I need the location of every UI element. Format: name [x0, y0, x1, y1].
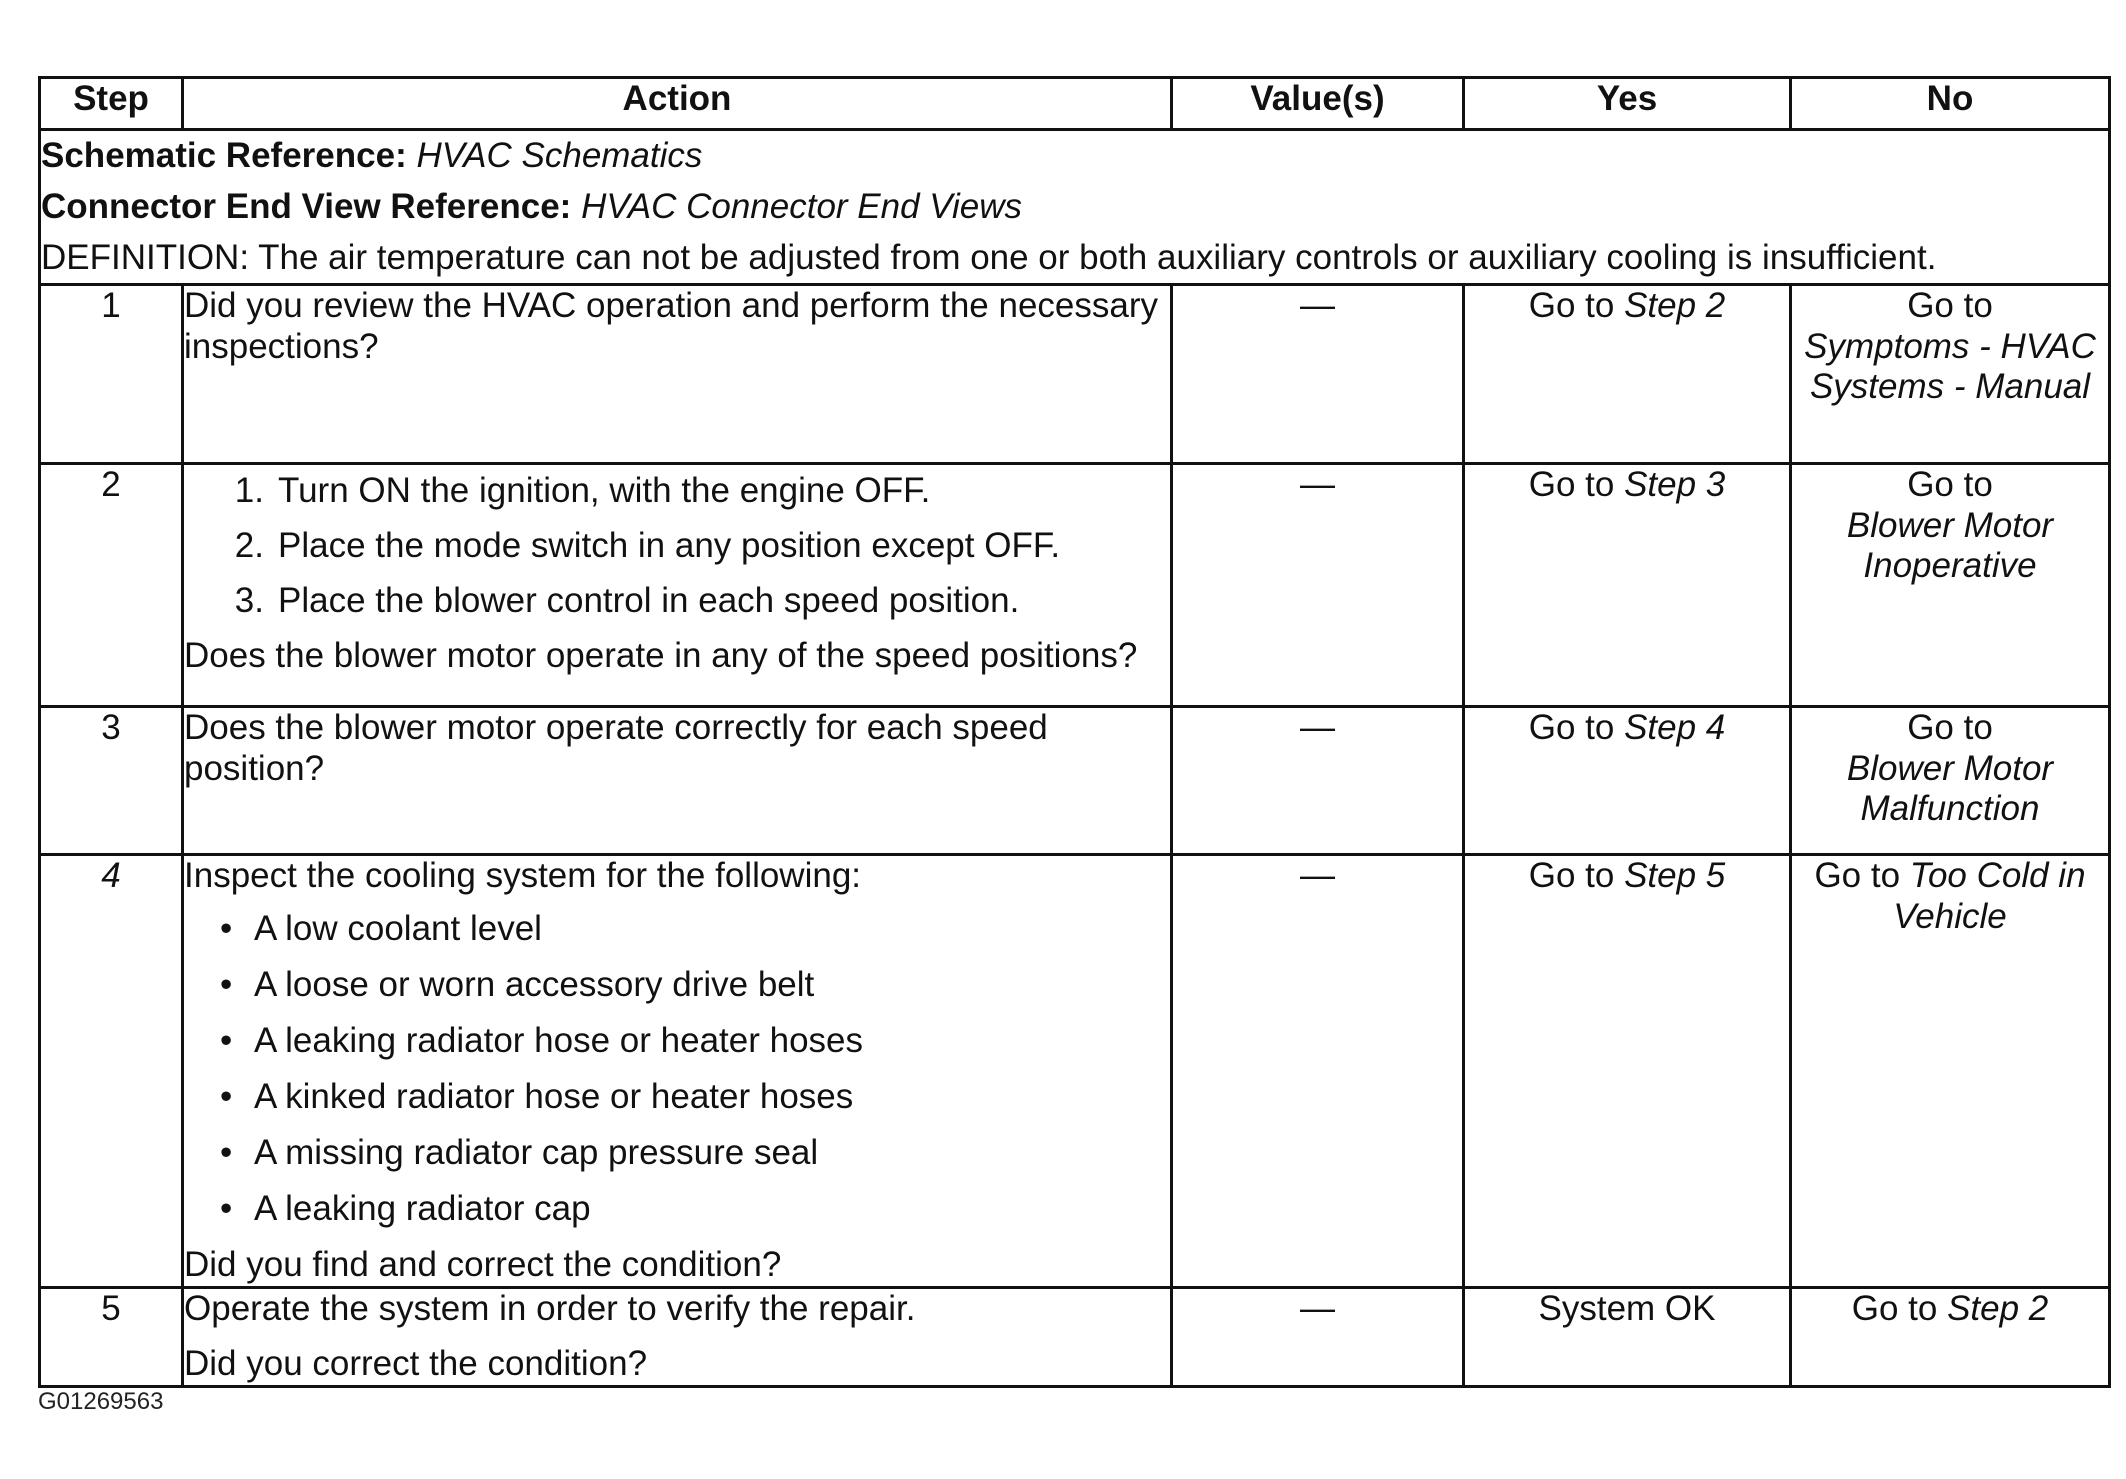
list-item: • A low coolant level	[220, 909, 542, 949]
bullet-icon: •	[220, 1132, 233, 1172]
action-cell	[183, 464, 1172, 707]
list-item: • A leaking radiator hose or heater hoses	[220, 1021, 863, 1061]
definition-text: DEFINITION: The air temperature can not be adjusted from one or both auxiliary controls or auxiliary cooling is insufficient.	[41, 237, 1937, 277]
action-cell	[183, 1287, 1172, 1386]
value-cell: —	[1172, 707, 1464, 855]
no-cell	[1791, 1287, 2110, 1386]
figure-id: G01269563	[38, 1388, 164, 1415]
bullet-icon: •	[220, 909, 233, 949]
list-item: • A leaking radiator cap	[220, 1188, 591, 1228]
yes-cell	[1464, 1287, 1791, 1386]
yes-prefix: Go to	[1528, 465, 1615, 505]
action-question: Did you correct the condition?	[184, 1343, 648, 1383]
yes-link[interactable]: Step 4	[1624, 708, 1726, 748]
bullet-icon: •	[220, 1077, 233, 1116]
header-row	[40, 78, 2110, 130]
no-link[interactable]: Step 2	[1947, 1288, 2049, 1328]
yes-link[interactable]: Step 5	[1624, 856, 1726, 896]
action-intro: Operate the system in order to verify the repair.	[184, 1288, 916, 1328]
no-link[interactable]: Blower Motor Inoperative	[1846, 505, 2054, 585]
no-prefix: Go to	[1907, 708, 1993, 748]
substep-list	[184, 471, 1170, 622]
header-step: Step	[40, 78, 183, 130]
value-cell: —	[1172, 464, 1464, 707]
table-row	[40, 1287, 2110, 1386]
no-cell	[1791, 855, 2110, 1288]
table-row	[40, 707, 2110, 855]
header-action: Action	[183, 78, 1172, 130]
yes-cell	[1464, 855, 1791, 1288]
list-item: 1. Turn ON the ignition, with the engine OFF.	[234, 471, 931, 511]
yes-link[interactable]: Step 3	[1624, 465, 1726, 505]
no-link[interactable]: Too Cold in Vehicle	[1893, 856, 2086, 936]
action-cell	[183, 855, 1172, 1288]
no-cell	[1791, 464, 2110, 707]
value-cell: —	[1172, 1287, 1464, 1386]
list-item: • A missing radiator cap pressure seal	[220, 1132, 819, 1172]
yes-cell	[1464, 707, 1791, 855]
reference-cell	[40, 130, 2110, 285]
bullet-icon: •	[220, 1188, 233, 1228]
value-cell: —	[1172, 285, 1464, 464]
action-question: Does the blower motor operate correctly for each speed position?	[184, 708, 1048, 789]
action-question: Did you review the HVAC operation and perform the necessary inspections?	[184, 286, 1159, 367]
bullet-icon: •	[220, 965, 233, 1005]
step-number: 3	[40, 707, 183, 855]
step-number: 4	[40, 855, 183, 1288]
inspection-list	[184, 909, 1170, 1230]
step-number: 5	[40, 1287, 183, 1386]
step-number: 2	[40, 464, 183, 707]
no-prefix: Go to	[1814, 856, 1901, 896]
table-row	[40, 285, 2110, 464]
yes-cell	[1464, 285, 1791, 464]
no-link[interactable]: Symptoms - HVAC Systems - Manual	[1804, 326, 2096, 406]
table-row	[40, 855, 2110, 1288]
action-cell	[183, 707, 1172, 855]
list-item: • A loose or worn accessory drive belt	[220, 965, 815, 1005]
no-link[interactable]: Blower Motor Malfunction	[1846, 748, 2054, 828]
list-item: 2. Place the mode switch in any position except OFF.	[234, 526, 1061, 566]
header-values: Value(s)	[1172, 78, 1464, 130]
schematic-reference-label: Schematic Reference:	[41, 136, 407, 175]
reference-row	[40, 130, 2110, 285]
table-row	[40, 464, 2110, 707]
bullet-icon: •	[220, 1021, 233, 1061]
action-cell	[183, 285, 1172, 464]
action-question: Does the blower motor operate in any of the speed positions?	[184, 636, 1138, 676]
schematic-reference-link[interactable]: HVAC Schematics	[416, 136, 703, 175]
connector-reference	[41, 182, 2108, 233]
action-intro: Inspect the cooling system for the following:	[184, 856, 862, 896]
value-cell: —	[1172, 855, 1464, 1288]
no-prefix: Go to	[1851, 1288, 1938, 1328]
yes-text: System OK	[1538, 1288, 1716, 1328]
connector-reference-label: Connector End View Reference:	[41, 186, 572, 226]
header-yes: Yes	[1464, 78, 1791, 130]
schematic-reference	[41, 131, 2108, 182]
no-cell	[1791, 285, 2110, 464]
diagnostic-table	[38, 76, 2111, 1388]
yes-cell	[1464, 464, 1791, 707]
yes-prefix: Go to	[1528, 856, 1615, 896]
yes-link[interactable]: Step 2	[1624, 286, 1726, 326]
yes-prefix: Go to	[1528, 286, 1615, 326]
no-cell	[1791, 707, 2110, 855]
yes-prefix: Go to	[1528, 708, 1615, 748]
no-prefix: Go to	[1907, 465, 1993, 505]
action-question: Did you find and correct the condition?	[184, 1244, 782, 1284]
list-item: • A kinked radiator hose or heater hoses	[220, 1077, 854, 1116]
header-no: No	[1791, 78, 2110, 130]
list-item: 3. Place the blower control in each speed position.	[234, 581, 1020, 621]
no-prefix: Go to	[1907, 286, 1993, 326]
step-number: 1	[40, 285, 183, 464]
connector-reference-link[interactable]: HVAC Connector End Views	[581, 186, 1023, 226]
